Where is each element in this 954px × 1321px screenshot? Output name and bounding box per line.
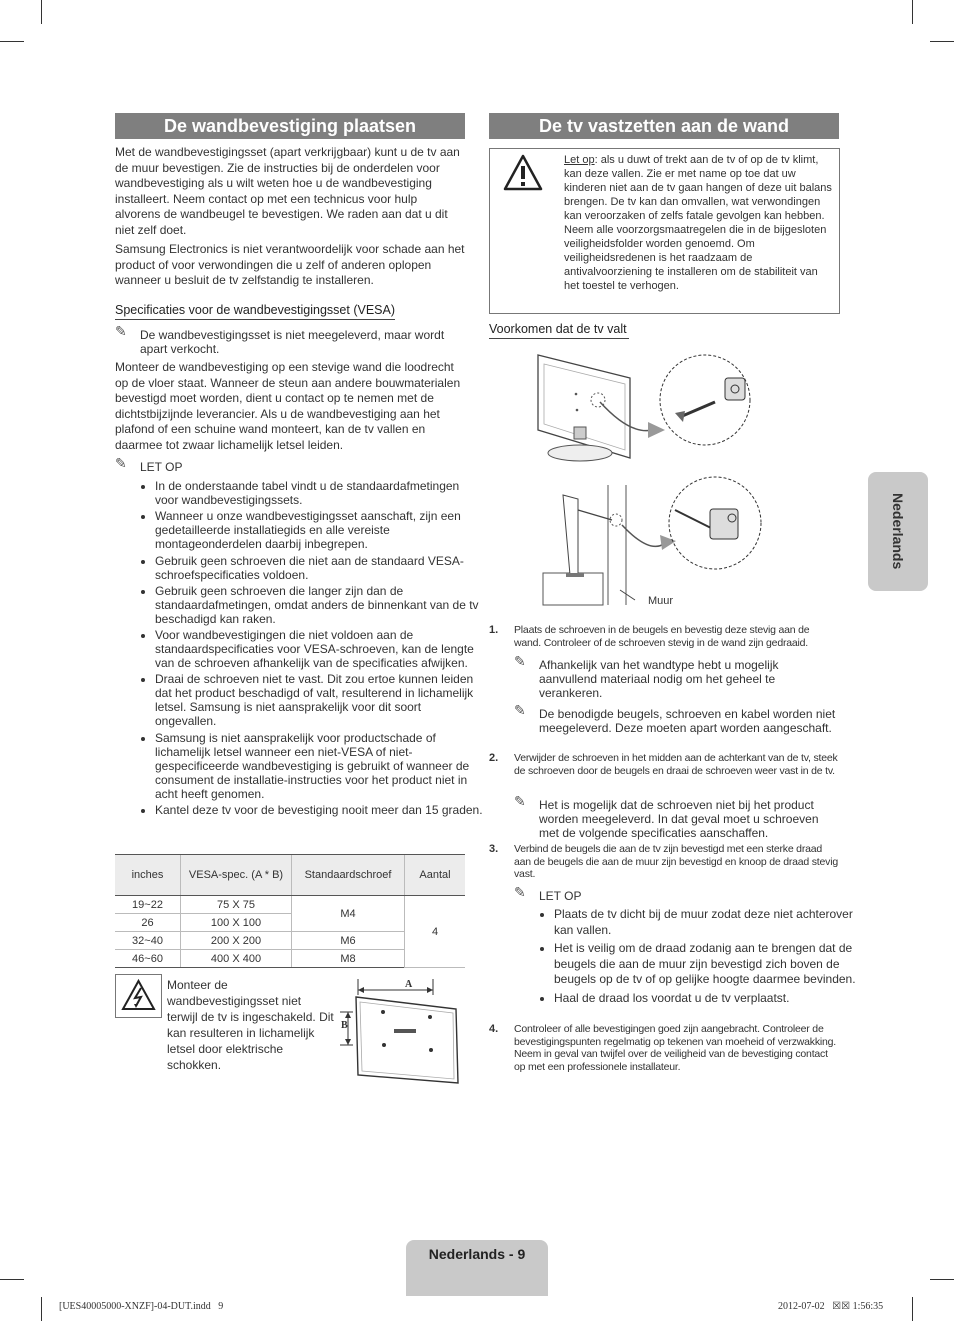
list-item: • Gebruik geen schroeven die langer zijn dan de standaardafmetingen, omdat anders de binnenkant van de tv beschadigd kan raken. [155,584,483,626]
table-cell: 100 X 100 [181,914,292,932]
step-number: 1. [489,624,499,636]
vesa-spec-table [115,854,465,968]
list-item: • Kantel deze tv voor de bevestiging nooit meer dan 15 graden. [155,803,483,817]
crop-mark [41,0,42,24]
step2-note: Het is mogelijk dat de schroeven niet bij het product worden meegeleverd. In dat geval moet u schroeven met de volgende specificaties aanschaffen. [539,798,819,840]
crop-mark [912,1297,913,1321]
let-op-label: LET OP [140,460,183,474]
crop-mark [930,1279,954,1280]
list-item: • Plaats de tv dicht bij de muur zodat deze niet achterover kan vallen. [554,907,856,938]
step3-list [536,907,856,1008]
pencil-icon: ✎ [514,702,526,718]
step-number: 2. [489,752,499,764]
list-item: • Samsung is niet aansprakelijk voor productschade of lichamelijk letsel wanneer een niet-VESA of niet-gespecificeerde wandbevestiging is gebruikt of wanneer de consument de installatie-instructies voor het product niet in acht heeft genomen. [155,731,483,801]
table-header-row [115,855,465,896]
pencil-icon: ✎ [115,455,127,471]
pencil-icon: ✎ [115,323,127,339]
warning-box [115,974,162,1018]
electric-shock-icon [116,975,161,1017]
table-cell: M8 [292,950,405,968]
table-cell: 26 [115,914,181,932]
section-header-wall-mount: De wandbevestiging plaatsen [115,113,465,139]
list-item: • Haal de draad los voordat u de tv verplaatst. [554,991,856,1007]
pencil-icon: ✎ [514,884,526,900]
step-text: Controleer of alle bevestigingen goed zijn aangebracht. Controleer de bevestigingspunten regelmatig op tekenen van moeheid of verzwakking. Neem in geval van twijfel over de veiligheid van de bevestiging contact op met een professionele installateur. [514,1023,837,1073]
caution-body: : als u duwt of trekt aan de tv of op de tv klimt, kan deze vallen. Zie er met name op toe dat uw kinderen niet aan de tv gaan hangen of deze uit balans brengen. De tv kan dan omvallen, wat verwondingen kan veroorzaken of zelfs fatale gevolgen kan hebben. Neem alle voorzorgsmaatregelen die in de bijgesloten veiligheidsfolder worden genoemd. Om veiligheidsredenen is het raadzaam de antivalvoorziening te installeren om de stabiliteit van het toestel te verhogen. [564,154,832,292]
prevent-fall-subheading: Voorkomen dat de tv valt [489,322,629,339]
intro-paragraph: Met de wandbevestigingsset (apart verkrijgbaar) kunt u de tv aan de muur bevestigen. Zie de instructies bij de onderdelen voor wandbevestiging als u wilt weten hoe u de wandbevestiging installeert. Neem contact op met een technicus voor hulp alvorens de wandbeugel te bevestigen. We raden aan dat u dit niet zelf doet. [115,145,460,237]
step-text: Plaats de schroeven in de beugels en bevestig deze stevig aan de wand. Controleer of de schroeven stevig in de wand zijn gedraaid. [514,624,810,649]
dimension-a-label: A [405,979,413,990]
footer-filename: [UES40005000-XNZF]-04-DUT.indd 9 [59,1301,224,1312]
list-item: • Voor wandbevestigingen die niet voldoen aan de standaardspecificaties voor VESA-schroeven, kan de lengte van de schroeven afhankelijk van de specificaties afwijken. [155,628,483,670]
mount-paragraph: Monteer de wandbevestiging op een stevige wand die loodrecht op de vloer staat. Wanneer de steun aan andere bouwmaterialen bevestigd moet worden, dient u contact op te nemen met de dichtstbijzijnde leverancier. Als u de wandbevestiging aan het plafond of een schuine wand monteert, kan de tv vallen en daarmee tot zwaar lichamelijk letsel leiden. [115,360,461,452]
table-cell: M6 [292,932,405,950]
table-cell: M4 [292,896,405,932]
dimension-b-label: B [341,1020,348,1031]
crop-mark [0,41,24,42]
table-cell: 32~40 [115,932,181,950]
table-cell: 46~60 [115,950,181,968]
table-cell: 400 X 400 [181,950,292,968]
table-cell: 19~22 [115,896,181,914]
caution-label: Let op [564,154,595,166]
section-header-secure-tv: De tv vastzetten aan de wand [489,113,839,139]
tv-wall-illustration [540,475,770,615]
list-item: • Draai de schroeven niet te vast. Dit zou ertoe kunnen leiden dat het product beschadigd of valt, resulterend in lichamelijk letsel. Samsung is niet aansprakelijk voor dit soort ongevallen. [155,672,483,728]
shock-warning-text: Monteer de wandbevestigingsset niet terwijl de tv is ingeschakeld. Dit kan resulteren in lichamelijk letsel door elektrische schokken. [167,978,334,1072]
language-side-tab-label: Nederlands [890,493,906,570]
crop-mark [0,1279,24,1280]
warning-triangle-icon [502,153,544,193]
pencil-icon: ✎ [514,653,526,669]
table-row [115,896,465,914]
step-number: 3. [489,843,499,855]
step-text: Verbind de beugels die aan de tv zijn bevestigd met een sterke draad aan de beugels die aan de muur zijn bevestigd en knoop de draad stevig vast. [514,843,838,880]
step-text: Verwijder de schroeven in het midden aan de achterkant van de tv, steek de schroeven door de beugels en draai de schroeven weer vast in de tv. [514,752,838,777]
table-header: Aantal [405,855,466,896]
table-header: inches [115,855,181,896]
table-cell: 4 [405,896,466,968]
spec-subheading: Specificaties voor de wandbevestigingsset (VESA) [115,303,395,320]
disclaimer-paragraph: Samsung Electronics is niet verantwoordelijk voor schade aan het product of voor verwondingen die u zelf of anderen oplopen wanneer u besluit de tv zelfstandig te installeren. [115,242,465,287]
pencil-icon: ✎ [514,793,526,809]
crop-mark [930,41,954,42]
step1-note: De benodigde beugels, schroeven en kabel worden niet meegeleverd. Deze moeten apart worden aangeschaft. [539,707,836,735]
list-item: • Wanneer u onze wandbevestigingsset aanschaft, zijn een gedetailleerde installatiegids en alle vereiste montageonderdelen daarbij inbegrepen. [155,509,483,551]
spec-note: De wandbevestigingsset is niet meegeleverd, maar wordt apart verkocht. [140,328,445,356]
page-label: Nederlands - 9 [428,1246,526,1262]
list-item: • Het is veilig om de draad zodanig aan te brengen dat de beugels die aan de muur zijn bevestigd zich boven de beugels op de tv of op gelijke hoogte daarmee bevinden. [554,941,856,988]
caution-text [564,153,832,293]
tv-bracket-illustration [530,350,770,470]
crop-mark [41,1297,42,1321]
let-op-list [137,479,483,819]
table-cell: 200 X 200 [181,932,292,950]
step-number: 4. [489,1023,499,1035]
step3-let-op: LET OP [539,889,582,903]
footer-date: 2012-07-02 ☒☒ 1:56:35 [778,1301,884,1312]
wall-label: Muur [648,595,674,607]
vesa-dimension-diagram [338,975,465,1085]
table-cell: 75 X 75 [181,896,292,914]
table-header: Standaardschroef [292,855,405,896]
step1-note: Afhankelijk van het wandtype hebt u mogelijk aanvullend materiaal nodig om het geheel te verankeren. [539,658,779,700]
list-item: • Gebruik geen schroeven die niet aan de standaard VESA-schroefspecificaties voldoen. [155,554,483,582]
crop-mark [912,0,913,24]
table-header: VESA-spec. (A * B) [181,855,292,896]
list-item: • In de onderstaande tabel vindt u de standaardafmetingen voor wandbevestigingssets. [155,479,483,507]
